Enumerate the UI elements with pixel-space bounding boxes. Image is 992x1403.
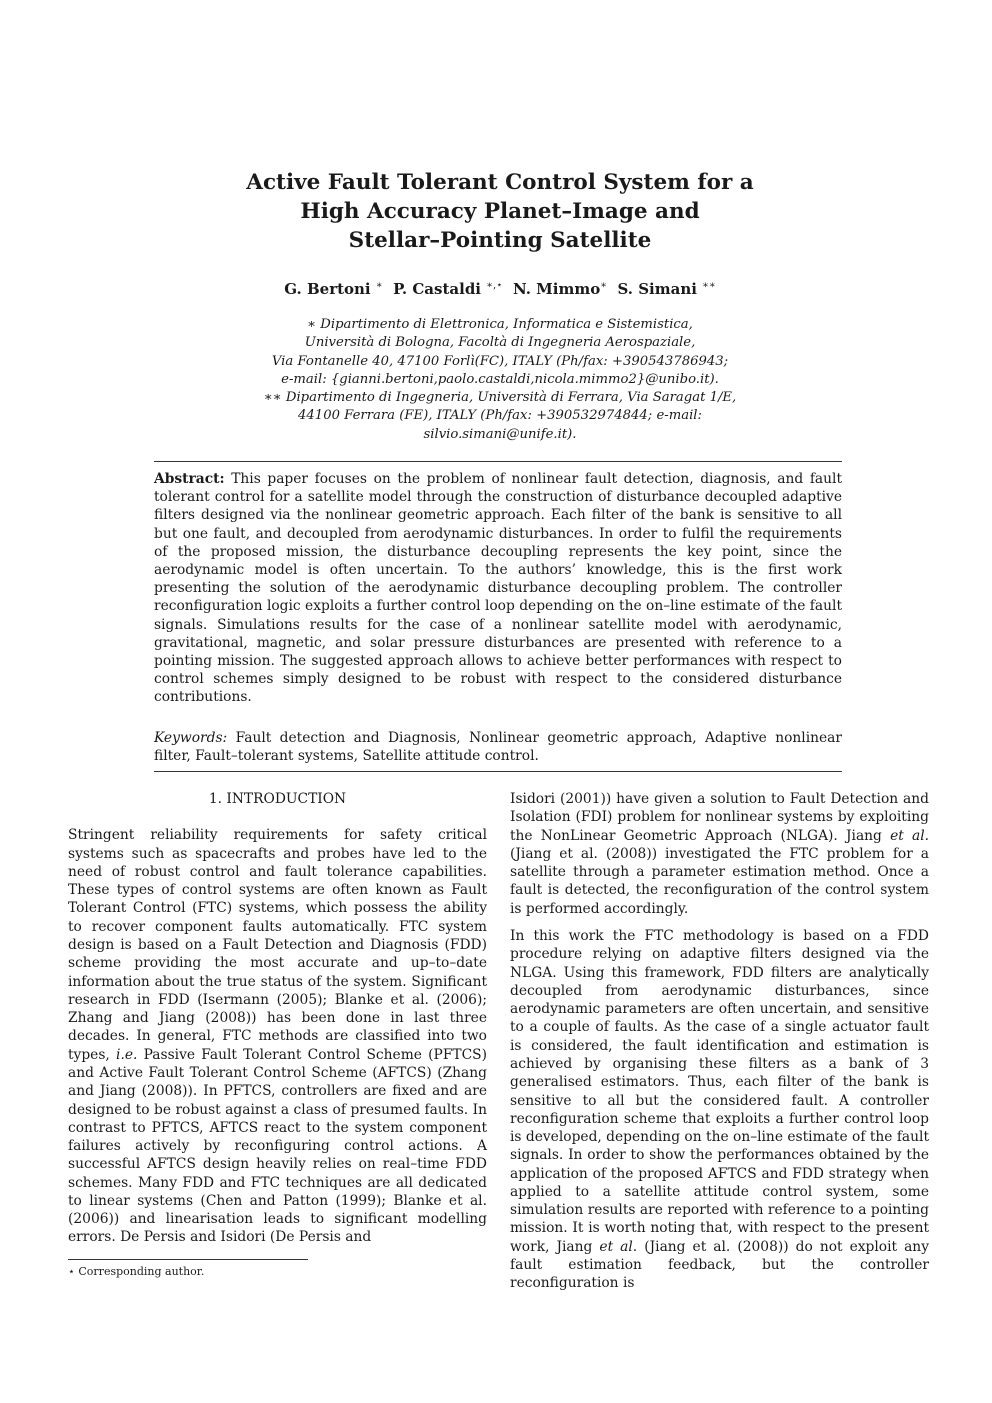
affiliation-line: silvio.simani@unife.it).	[423, 426, 577, 442]
author-mark: ∗	[600, 280, 607, 291]
affiliation-line: 44100 Ferrara (FE), ITALY (Ph/fax: +390532974844; e-mail:	[298, 408, 702, 424]
intro-paragraph	[510, 927, 929, 1293]
intro-paragraph	[68, 826, 487, 1246]
keywords-text: Fault detection and Diagnosis, Nonlinear geometric approach, Adaptive nonlinear filter, Fault–tolerant systems, Satellite attitude control.	[154, 730, 842, 765]
author-mark: ∗	[375, 280, 383, 291]
affiliation-line: ∗ Dipartimento di Elettronica, Informatica e Sistemistica,	[307, 317, 693, 332]
affiliation-line: e-mail: {gianni.bertoni,paolo.castaldi,nicola.mimmo2}@unibo.it).	[281, 371, 719, 387]
author-name: S. Simani	[617, 280, 697, 298]
abstract	[154, 470, 842, 707]
text-run-italic: et al.	[890, 827, 929, 844]
text-run: In this work the FTC methodology is based on a FDD procedure relying on adaptive filters designed via the NLGA. Using this framework, FDD filters are analytically decoupled from aerodynamic disturbances, since aerodynamic parameters are often uncertain, and sensitive to a couple of faults. As the case of a single actuator fault is considered, the fault identification and estimation is achieved by organising these filters as a bank of 3 generalised estimators. Thus, each filter of the bank is sensitive to all but the considered fault. A controller reconfiguration scheme that exploits a further control loop is developed, depending on the on–line estimate of the fault signals. In order to show the performances obtained by the application of the proposed AFTCS and FDD strategy when applied to a satellite attitude control system, some simulation results are reported with reference to a pointing mission. It is worth noting that, with respect to the present work, Jiang	[510, 927, 929, 1255]
paper-title	[150, 168, 850, 255]
author-list	[150, 276, 850, 299]
affiliation-line: Via Fontanelle 40, 47100 Forlì(FC), ITALY (Ph/fax: +390543786943;	[271, 353, 729, 369]
left-column	[68, 790, 487, 1247]
title-line: Active Fault Tolerant Control System for a	[246, 170, 754, 195]
top-divider	[154, 461, 842, 462]
footnote: ⋆ Corresponding author.	[68, 1265, 205, 1278]
author-mark: ∗,⋆	[486, 280, 503, 291]
keywords-label: Keywords:	[154, 730, 228, 746]
author-name: G. Bertoni	[284, 280, 371, 298]
text-run: (Jiang et al. (2008)) do not exploit any fault estimation feedback, but the controller reconfiguration is	[510, 1238, 929, 1292]
abstract-label: Abstract:	[154, 471, 225, 487]
footnote-divider	[68, 1259, 308, 1260]
author-name: N. Mimmo	[512, 280, 601, 298]
affiliation-line: Università di Bologna, Facoltà di Ingegneria Aerospaziale,	[304, 335, 696, 351]
title-line: High Accuracy Planet–Image and	[300, 199, 700, 224]
bottom-divider	[154, 771, 842, 772]
section-heading: 1. INTRODUCTION	[208, 791, 347, 807]
affiliation-line: ∗∗ Dipartimento di Ingegneria, Università di Ferrara, Via Saragat 1/E,	[263, 390, 737, 406]
text-run-italic: et al.	[599, 1238, 638, 1255]
text-run-italic: i.e.	[116, 1046, 138, 1063]
author-mark: ∗∗	[702, 280, 716, 291]
intro-paragraph	[510, 790, 929, 918]
keywords	[154, 729, 842, 765]
text-run: Passive Fault Tolerant Control Scheme (PFTCS) and Active Fault Tolerant Control Scheme (AFTCS) (Zhang and Jiang (2008)). In PFTCS, controllers are fixed and are designed to be robust against a class of presumed faults. In contrast to PFTCS, AFTCS react to the system component failures actively by reconfiguring control actions. A successful AFTCS design heavily relies on real–time FDD schemes. Many FDD and FTC techniques are all dedicated to linear systems (Chen and Patton (1999); Blanke et al. (2006)) and linearisation leads to significant modelling errors. De Persis and Isidori (De Persis and	[68, 1046, 488, 1246]
right-column	[510, 790, 929, 1293]
affiliations	[180, 316, 820, 444]
abstract-text: This paper focuses on the problem of nonlinear fault detection, diagnosis, and fault tolerant control for a satellite model through the construction of disturbance decoupled adaptive filters designed via the nonlinear geometric approach. Each filter of the bank is sensitive to all but one fault, and decoupled from aerodynamic disturbances. In order to fulfil the requirements of the proposed mission, the disturbance decoupling represents the key point, since the aerodynamic model is often uncertain. To the authors’ knowledge, this is the first work presenting the solution of the aerodynamic disturbance decoupling problem. The controller reconfiguration logic exploits a further control loop depending on the on–line estimate of the fault signals. Simulations results for the case of a nonlinear satellite model with aerodynamic, gravitational, magnetic, and solar pressure disturbances are presented with reference to a pointing mission. The suggested approach allows to achieve better performances with respect to control schemes simply designed to be robust with respect to the considered disturbance contributions.	[154, 471, 842, 706]
author-name: P. Castaldi	[393, 280, 482, 298]
title-line: Stellar–Pointing Satellite	[348, 228, 652, 253]
text-run: Isidori (2001)) have given a solution to Fault Detection and Isolation (FDI) problem for nonlinear systems by exploiting the NonLinear Geometric Approach (NLGA). Jiang	[510, 791, 929, 844]
text-run: Stringent reliability requirements for safety critical systems such as spacecrafts and probes have led to the need of robust control and fault tolerance capabilities. These types of control systems are often known as Fault Tolerant Control (FTC) systems, which possess the ability to recover component faults automatically. FTC system design is based on a Fault Detection and Diagnosis (FDD) scheme providing the most accurate and up–to–date information about the true status of the system. Significant research in FDD (Isermann (2005); Blanke et al. (2006); Zhang and Jiang (2008)) has been done in last three decades. In general, FTC methods are classified into two types,	[68, 827, 487, 1063]
text-run: (Jiang et al. (2008)) investigated the FTC problem for a satellite through a parameter estimation method. Once a fault is detected, the reconfiguration of the control system is performed accordingly.	[510, 845, 929, 917]
